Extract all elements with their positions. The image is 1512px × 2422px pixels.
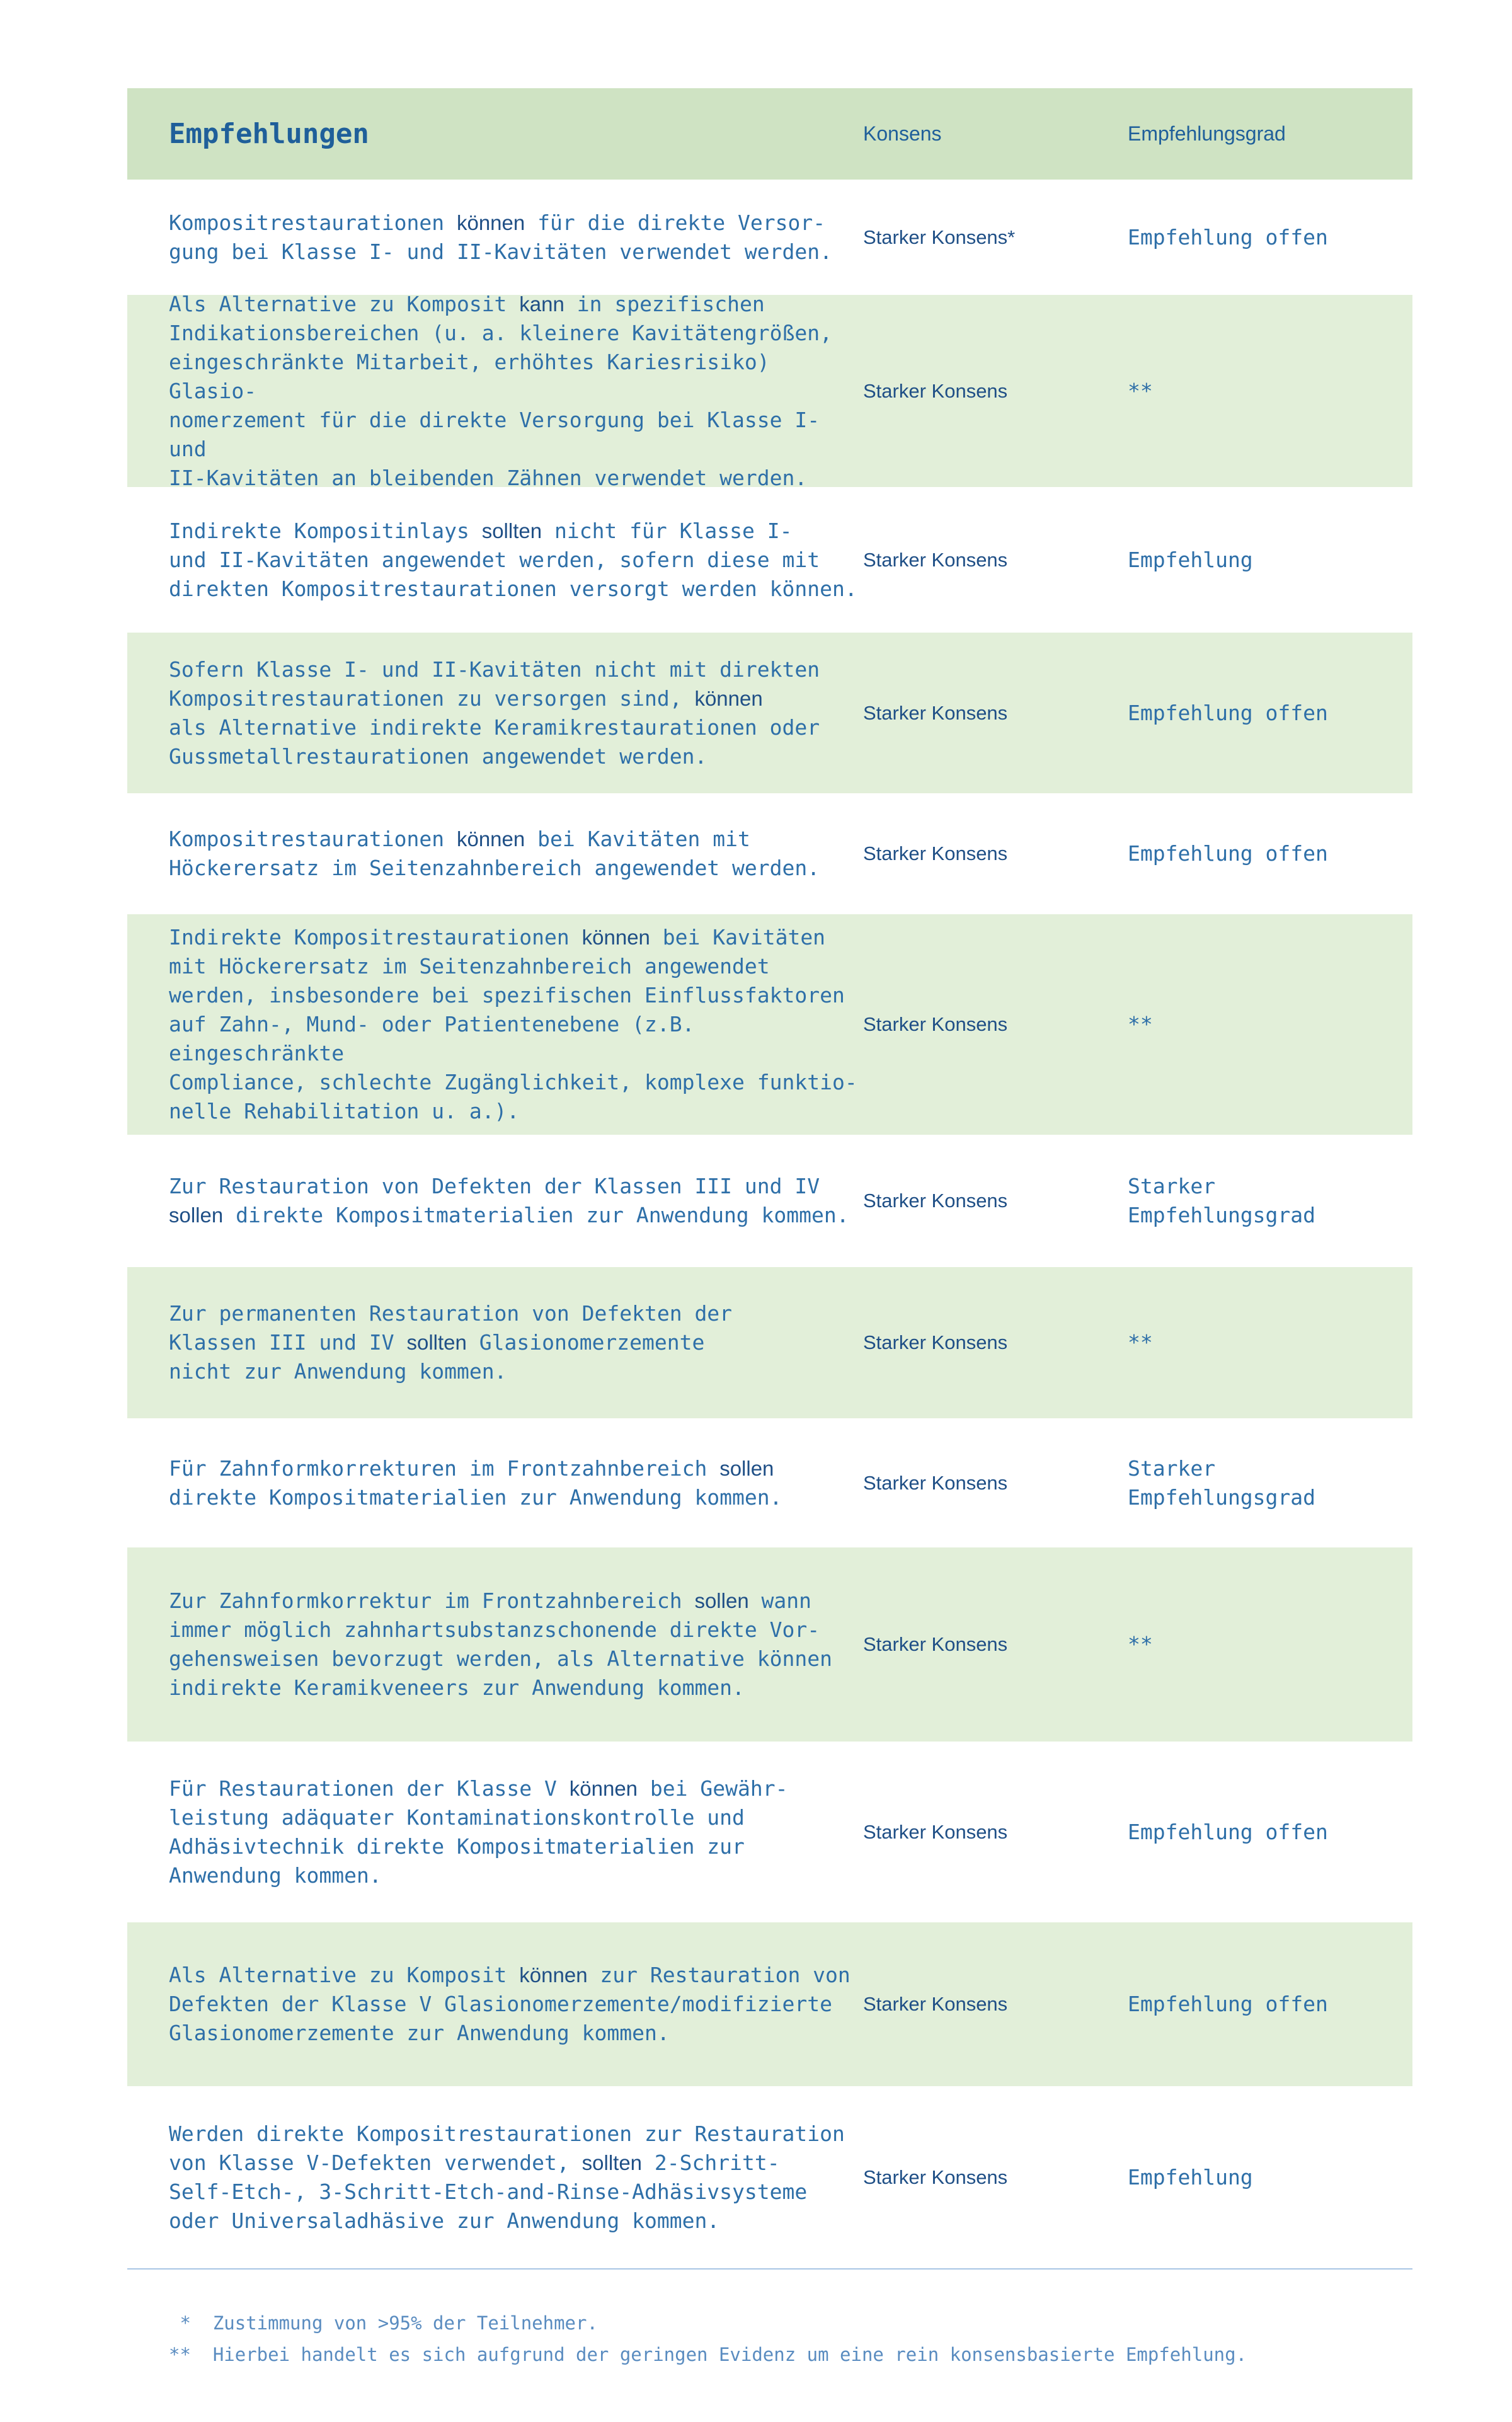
table-row bbox=[127, 633, 1412, 793]
empfehlungsgrad-cell: Empfehlung offen bbox=[1128, 1992, 1328, 2016]
recommendation-text: Werden direkte Kompositrestaurationen zur Restauration von Klasse V-Defekten verwendet, sollten 2-Schritt- Self-Etch-, 3-Schritt-Etch-and-Rinse-Adhäsivsysteme oder Universaladhäsive zur Anwendung kommen. bbox=[169, 2121, 845, 2233]
modal-verb: sollen bbox=[169, 1203, 224, 1227]
modal-verb: können bbox=[519, 1963, 588, 1987]
modal-verb: sollten bbox=[481, 519, 542, 542]
table-row bbox=[127, 914, 1412, 1135]
konsens-cell: Starker Konsens bbox=[863, 1190, 1008, 1212]
recommendation-text: Zur Zahnformkorrektur im Frontzahnbereich sollen wann immer möglich zahnhartsubstanzschonende direkte Vor- gehensweisen bevorzugt werden, als Alternative können indirekte Keramikveneers zur Anwendung kommen. bbox=[169, 1588, 832, 1700]
konsens-cell: Starker Konsens bbox=[863, 842, 1008, 864]
konsens-cell: Starker Konsens bbox=[863, 1013, 1008, 1035]
recommendation-text: Sofern Klasse I- und II-Kavitäten nicht mit direkten Kompositrestaurationen zu versorgen sind, können als Alternative indirekte Keramikrestaurationen oder Gussmetallrestaurationen angewendet werden. bbox=[169, 657, 820, 769]
table-row bbox=[127, 291, 1412, 490]
table-row bbox=[127, 1418, 1412, 1547]
konsens-cell: Starker Konsens bbox=[863, 548, 1008, 571]
table-row bbox=[127, 793, 1412, 914]
empfehlungsgrad-cell: Empfehlung bbox=[1128, 2165, 1253, 2190]
modal-verb: können bbox=[456, 827, 525, 851]
header-empfehlungsgrad: Empfehlungsgrad bbox=[1128, 122, 1286, 145]
konsens-cell: Starker Konsens bbox=[863, 1820, 1008, 1843]
recommendation-text: Indirekte Kompositinlays sollten nicht für Klasse I- und II-Kavitäten angewendet werden, sofern diese mit direkten Kompositrestaurationen versorgt werden können. bbox=[169, 518, 857, 601]
konsens-cell: Starker Konsens bbox=[863, 379, 1008, 402]
table-row bbox=[127, 1267, 1412, 1418]
table-bottom-rule bbox=[127, 2268, 1412, 2270]
recommendation-text: Kompositrestaurationen können bei Kavitäten mit Höckerersatz im Seitenzahnbereich angewendet werden. bbox=[169, 827, 820, 880]
header-title: Empfehlungen bbox=[169, 118, 369, 150]
konsens-cell: Starker Konsens bbox=[863, 1471, 1008, 1494]
empfehlungsgrad-cell: ** bbox=[1128, 1632, 1153, 1656]
empfehlungsgrad-cell: Empfehlung offen bbox=[1128, 224, 1328, 250]
recommendation-text: Für Zahnformkorrekturen im Frontzahnbereich sollen direkte Kompositmaterialien zur Anwendung kommen. bbox=[169, 1455, 782, 1510]
table-row bbox=[127, 1547, 1412, 1742]
recommendation-text: Für Restaurationen der Klasse V können bei Gewähr- leistung adäquater Kontaminationskontrolle und Adhäsivtechnik direkte Kompositmaterialien zur Anwendung kommen. bbox=[169, 1776, 788, 1888]
modal-verb: sollen bbox=[719, 1456, 774, 1480]
modal-verb: sollten bbox=[581, 2151, 643, 2174]
table-row bbox=[127, 1742, 1412, 1922]
modal-verb: können bbox=[456, 210, 525, 234]
recommendation-text: Als Alternative zu Komposit können zur Restauration von Defekten der Klasse V Glasionomerzemente/modifizierte Glasionomerzemente zur Anwendung kommen. bbox=[169, 1963, 850, 2045]
empfehlungsgrad-cell: Starker Empfehlungsgrad bbox=[1128, 1455, 1316, 1510]
modal-verb: sollten bbox=[406, 1331, 467, 1354]
konsens-cell: Starker Konsens bbox=[863, 1633, 1008, 1655]
konsens-cell: Starker Konsens bbox=[863, 1331, 1008, 1353]
modal-verb: können bbox=[569, 1776, 638, 1800]
konsens-cell: Starker Konsens* bbox=[863, 226, 1016, 248]
modal-verb: können bbox=[694, 686, 763, 710]
empfehlungsgrad-cell: Empfehlung offen bbox=[1128, 841, 1328, 866]
empfehlungsgrad-cell: ** bbox=[1128, 1330, 1153, 1355]
recommendation-text: Zur Restauration von Defekten der Klassen III und IV sollen direkte Kompositmaterialien zur Anwendung kommen. bbox=[169, 1174, 849, 1227]
footnote-1: * Zustimmung von >95% der Teilnehmer. bbox=[169, 2312, 598, 2334]
konsens-cell: Starker Konsens bbox=[863, 2166, 1008, 2188]
empfehlungsgrad-cell: Empfehlung offen bbox=[1128, 1819, 1328, 1844]
footnote-2: ** Hierbei handelt es sich aufgrund der geringen Evidenz um eine rein konsensbasierte Empfehlung. bbox=[169, 2344, 1247, 2365]
table-row bbox=[127, 2086, 1412, 2269]
konsens-cell: Starker Konsens bbox=[863, 701, 1008, 724]
empfehlungsgrad-cell: Empfehlung bbox=[1128, 547, 1253, 572]
recommendation-text: Kompositrestaurationen können für die direkte Versor- gung bei Klasse I- und II-Kavitäten verwendet werden. bbox=[169, 210, 832, 264]
recommendation-text: Als Alternative zu Komposit kann in spezifischen Indikationsbereichen (u. a. kleinere Kavitätengrößen, eingeschränkte Mitarbeit, erhöhtes Kariesrisiko) Glasio- nomerzement für die direkte Versorgung bei Klasse I- und II-Kavitäten an bleibenden Zähnen verwendet werden. bbox=[169, 291, 832, 490]
empfehlungsgrad-cell: ** bbox=[1128, 378, 1153, 403]
empfehlungsgrad-cell: Starker Empfehlungsgrad bbox=[1128, 1174, 1316, 1227]
table-row bbox=[127, 180, 1412, 295]
recommendation-text: Zur permanenten Restauration von Defekten der Klassen III und IV sollten Glasionomerzemente nicht zur Anwendung kommen. bbox=[169, 1301, 733, 1384]
empfehlungsgrad-cell: Empfehlung offen bbox=[1128, 700, 1328, 725]
recommendation-text: Indirekte Kompositrestaurationen können bei Kavitäten mit Höckerersatz im Seitenzahnbereich angewendet werden, insbesondere bei spezifischen Einflussfaktoren auf Zahn-, Mund- oder Patientenebene (z.B. eingeschränkte Compliance, schlechte Zugänglichkeit, komplexe funktio- nelle Rehabilitation u. a.). bbox=[169, 925, 857, 1123]
table-row bbox=[127, 487, 1412, 633]
table-row bbox=[127, 1135, 1412, 1267]
header-konsens: Konsens bbox=[863, 122, 942, 145]
table-row bbox=[127, 1922, 1412, 2086]
modal-verb: kann bbox=[519, 292, 564, 316]
empfehlungsgrad-cell: ** bbox=[1128, 1012, 1153, 1036]
modal-verb: können bbox=[581, 926, 650, 949]
table-header bbox=[127, 88, 1412, 180]
modal-verb: sollen bbox=[694, 1589, 749, 1612]
recommendations-table bbox=[127, 88, 1412, 2269]
konsens-cell: Starker Konsens bbox=[863, 1993, 1008, 2015]
